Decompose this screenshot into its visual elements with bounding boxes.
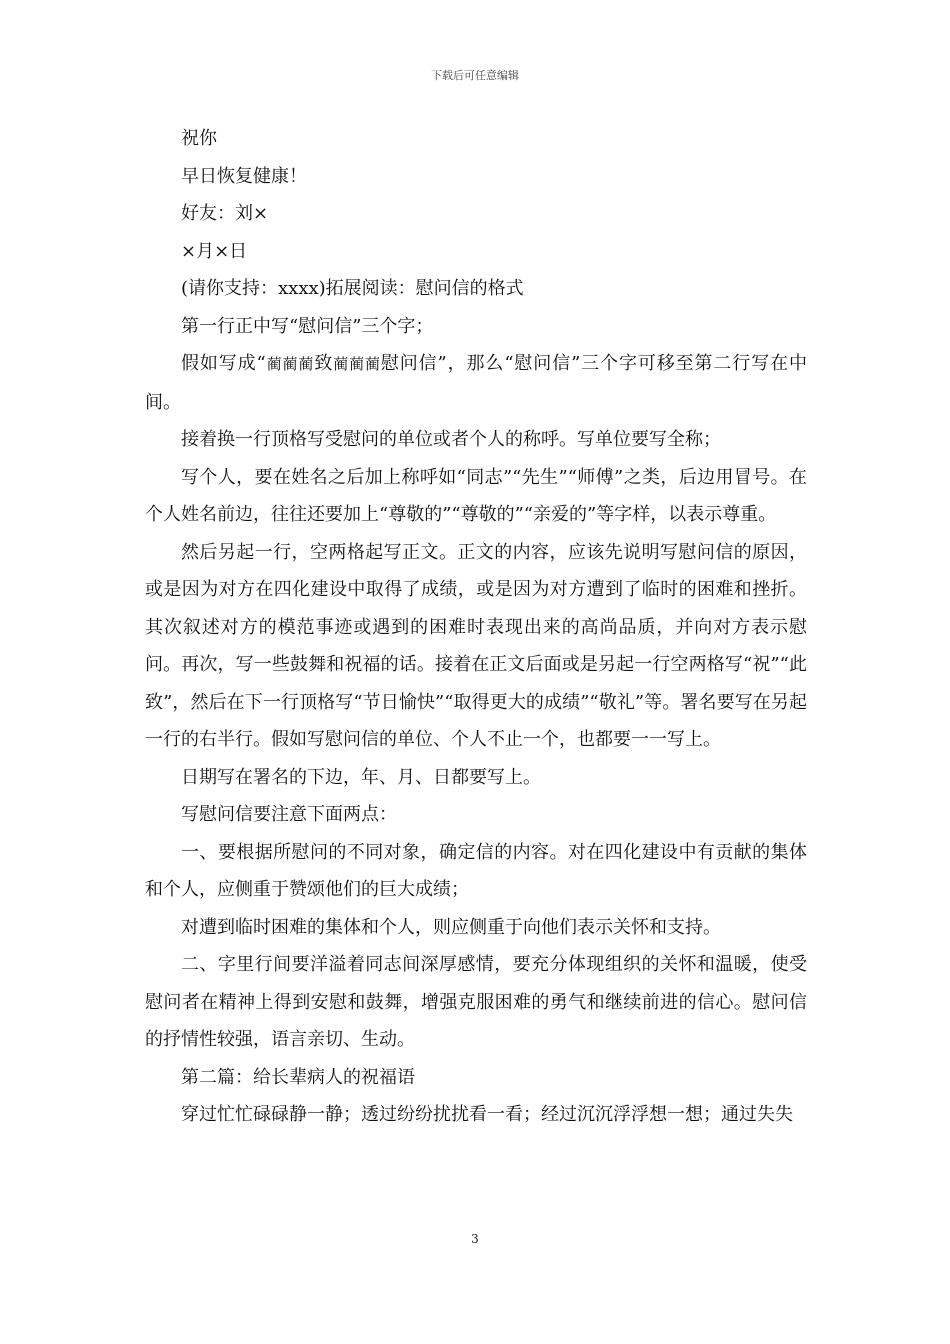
paragraph: (请你支持：xxxx)拓展阅读：慰问信的格式 xyxy=(181,278,524,299)
page-header: 下载后可任意编辑 xyxy=(431,69,519,82)
paragraph-text: 致 xyxy=(314,353,334,374)
paragraph: 穿过忙忙碌碌静一静；透过纷纷扰扰看一看；经过沉沉浮浮想一想；通过失失 xyxy=(181,1104,793,1125)
paragraph: 写个人，要在姓名之后加上称呼如“同志”“先生”“师傅”之类，后边用冒号。在个人姓名前边，往往还要加上“尊敬的”“尊敬的”“亲爱的”等字样，以表示尊重。 xyxy=(145,466,807,525)
paragraph: 祝你 xyxy=(181,128,217,149)
paragraph: ×月×日 xyxy=(181,240,248,262)
paragraph: 然后另起一行，空两格起写正文。正文的内容，应该先说明写慰问信的原因，或是因为对方在四化建设中取得了成绩，或是因为对方遭到了临时的困难和挫折。其次叙述对方的模范事迹或遇到的困难时表现出来的高尚品质，并向对方表示慰问。再次，写一些鼓舞和祝福的话。接着在正文后面或是另起一行空两格写“祝”“此致”，然后在下一行顶格写“节日愉快”“取得更大的成绩”“敬礼”等。署名要写在另起一行的右半行。假如写慰问信的单位、个人不止一个，也都要一一写上。 xyxy=(145,541,807,750)
paragraph-text: 慰问信”，那么“慰问信”三个字可移至第二行写在中间。 xyxy=(145,353,807,413)
paragraph: 一、要根据所慰问的不同对象，确定信的内容。对在四化建设中有贡献的集体和个人，应侧重于赞颂他们的巨大成绩； xyxy=(145,841,807,900)
document-body xyxy=(145,120,807,1134)
paragraph: 早日恢复健康！ xyxy=(181,165,307,187)
paragraph-text: 假如写成“ xyxy=(181,353,266,374)
paragraph: 写慰问信要注意下面两点： xyxy=(181,804,397,825)
paragraph: 第一行正中写“慰问信”三个字； xyxy=(181,315,434,337)
paragraph: 二、字里行间要洋溢着同志间深厚感情，要充分体现组织的关怀和温暖，使受慰问者在精神上得到安慰和鼓舞，增强克服困难的勇气和继续前进的信心。慰问信的抒情性较强，语言亲切、生动。 xyxy=(145,954,807,1050)
paragraph xyxy=(145,345,807,421)
paragraph: 日期写在署名的下边，年、月、日都要写上。 xyxy=(181,766,541,788)
paragraph: 好友：刘× xyxy=(181,203,269,224)
paragraph-text: 蔺蔺蔺 xyxy=(333,355,381,373)
paragraph-text: 蔺蔺蔺 xyxy=(265,355,315,373)
section-heading: 第二篇：给长辈病人的祝福语 xyxy=(181,1066,415,1088)
paragraph: 接着换一行顶格写受慰问的单位或者个人的称呼。写单位要写全称； xyxy=(181,429,721,450)
page-number: 3 xyxy=(471,1232,479,1246)
paragraph: 对遭到临时困难的集体和个人，则应侧重于向他们表示关怀和支持。 xyxy=(181,916,721,938)
